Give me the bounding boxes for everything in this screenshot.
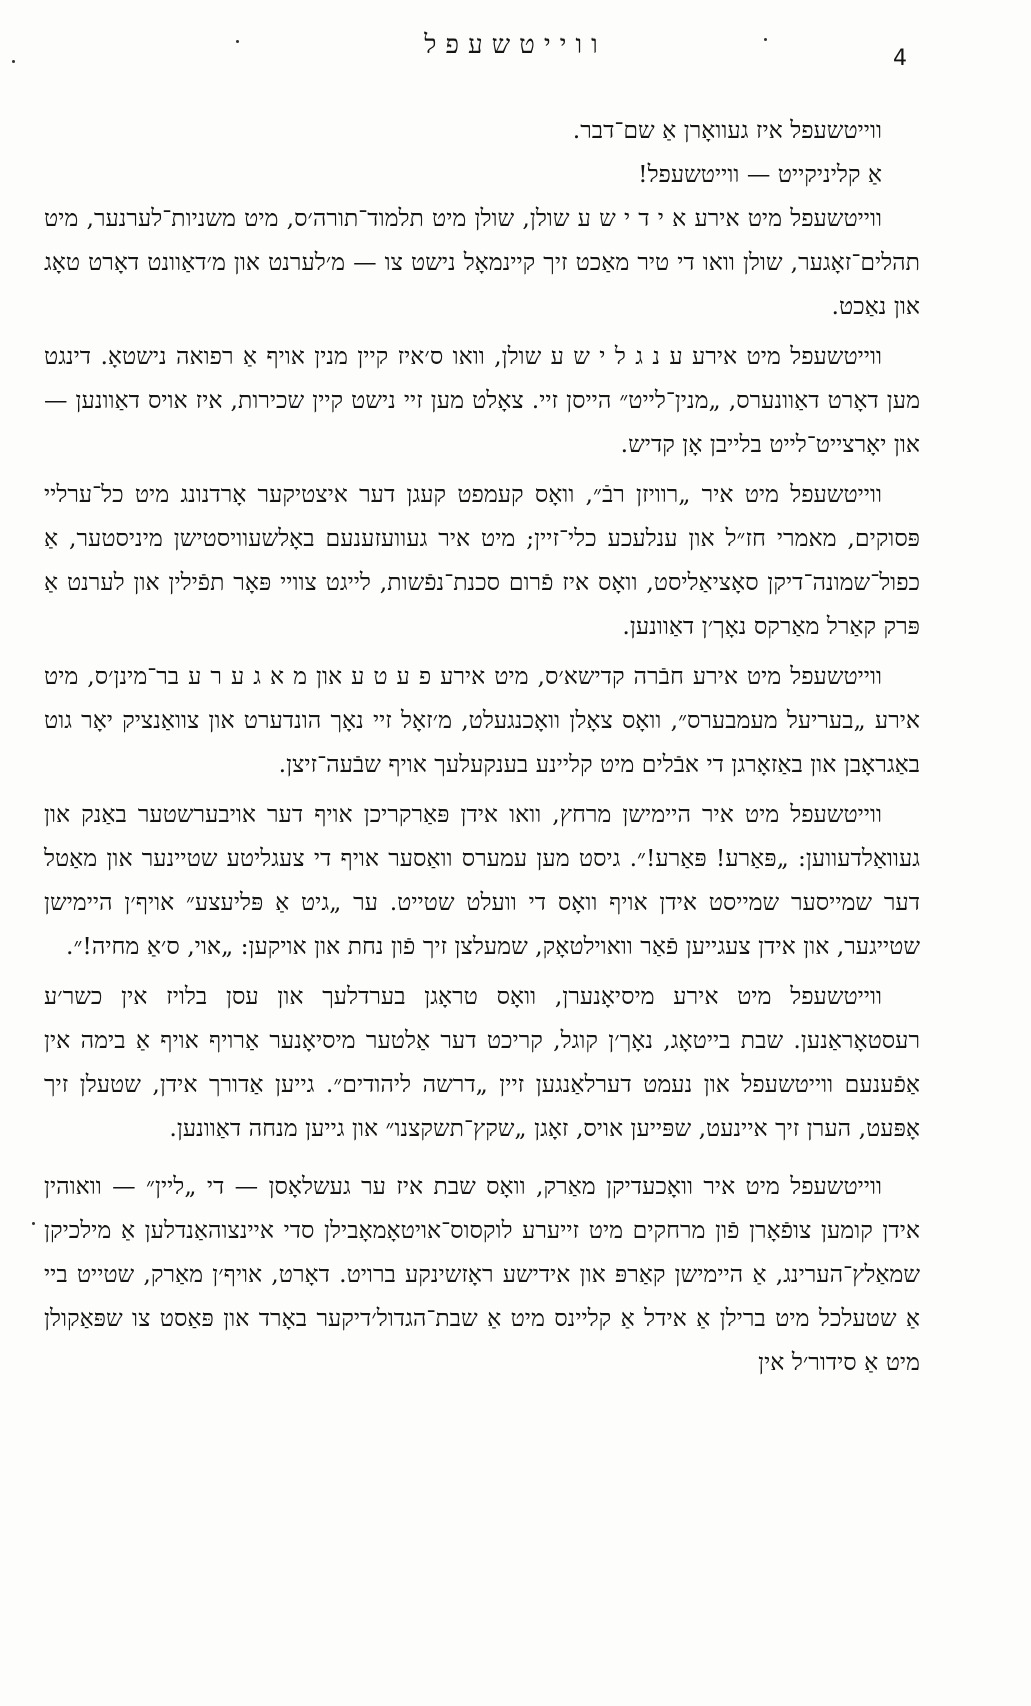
paragraph: ווייטשעפל מיט אירע ע נ ג ל י ש ע שולן, וואו ס׳איז קיין מנין אויף אַ רפואה נישטאָ. דינגט מען דאָרט דאַוונערס, „מנין־לייט״ הייסן זיי. צאָלט מען זיי נישט קיין שכירות, איז אויס דאַוונען — און יאָרצייט־לייט בלייבן אָן קדיש. — [44, 342, 920, 458]
paragraph: ווייטשעפל מיט אירע מיסיאָנערן, וואָס טראָגן בערדלעך און עסן בלויז אין כשר׳ע רעסטאָראַנען. שבת בייטאָג, נאָך׳ן קוגל, קריכט דער אַלטער מיסיאָנער אַרויף אויף אַ בימה אין אַפֿענעם ווייטשעפל און נעמט דערלאַנגען זיין „דרשה ליהודים״. גייען אַדורך אידן, שטעלן זיך אָפּעט, הערן זיך איינעט, שפּייען אויס, זאָגן „שקץ־תשקצנו״ און גייען מנחה דאַוונען. — [44, 982, 920, 1142]
paragraph: ווייטשעפל מיט איר היימישן מרחץ, וואו אידן פּאַרקריכן אויף דער אויבערשטער באַנק און געוואַלדעווען: „פּאַרע! פּאַרע!״. גיסט מען עמערס וואַסער אויף די צעגליטע שטיינער און מאַטל דער שמייסער שמייסט אידן אויף וואָס די וועלט שטייט. ער „גיט אַ פּליעצע״ אויף׳ן היימישן שטייגער, און אידן צעגייען פֿאַר וואוילטאָק, שמעלצן זיך פֿון נחת און אויקען: „אוי, ס׳אַ מחיה!״. — [44, 800, 920, 960]
paragraph: אַ קליניקייט — ווייטשעפל! — [638, 160, 882, 188]
paragraph: ווייטשעפל מיט איר „רוויזן רבֿ״, וואָס קעמפט קעגן דער איצטיקער אָרדנונג מיט כל־ערליי פּסוקים, מאמרי חז״ל און ענלעכע כלי־זיין; מיט איר געוועזענעם באָלשעוויסטישן מיניסטער, אַ כפול־שמונה־דיקן סאָציאַליסט, וואָס איז פֿרום סכנת־נפֿשות, לייגט צוויי פּאָר תפֿילין און לערנט אַ פּרק קאַרל מאַרקס נאָך׳ן דאַוונען. — [44, 480, 920, 640]
running-title: ווייטשעפל — [424, 30, 607, 60]
page-header — [0, 30, 1031, 80]
scan-speck — [12, 60, 15, 63]
paragraph: ווייטשעפל מיט אירע א י ד י ש ע שולן, שולן מיט תלמוד־תורה׳ס, מיט משניות־לערנער, מיט תהלים־זאָגער, שולן וואו די טיר מאַכט זיך קיינמאָל נישט צו — מ׳לערנט און מ׳דאַוונט דאָרט טאָג און נאַכט. — [44, 204, 920, 320]
page-number: 4 — [893, 46, 907, 71]
scan-speck — [32, 1222, 35, 1225]
paragraph: ווייטשעפל מיט איר וואָכעדיקן מאַרק, וואָס שבת איז ער געשלאָסן — די „ליין״ — וואוהין אידן קומען צופֿאָרן פֿון מרחקים מיט זייערע לוקסוס־אויטאָמאָבילן סדי איינצוהאַנדלען אַ מילכיקן שמאַלץ־הערינג, אַ היימישן קאַרפּ און אידישע ראָזשינקע ברויט. דאָרט, אויף׳ן מאַרק, שטייט ביי אַ שטעלכל מיט ברילן אַ אידל אַ קליינס מיט אַ שבת־הגדול׳דיקער באָרד און פּאַסט צו שפּאַקולן מיט אַ סידור׳ל אין — [44, 1172, 920, 1376]
paragraph: ווייטשעפל איז געוואָרן אַ שם־דבר. — [572, 116, 882, 144]
scan-speck — [236, 40, 239, 43]
paragraph: ווייטשעפל מיט אירע חבֿרה קדישא׳ס, מיט אירע פ ע ט ע און מ א ג ע ר ע בר־מינן׳ס, מיט אירע „בעריעל מעמבערס״, וואָס צאָלן וואָכנגעלט, מ׳זאָל זיי נאָך הונדערט און צוואַנציק יאָר גוט באַגראָבן און באַזאָרגן די אבֿלים מיט קליינע בענקעלעך אויף שבֿעה־זיצן. — [44, 662, 920, 778]
body-text — [44, 108, 920, 1384]
scan-speck — [764, 38, 767, 41]
